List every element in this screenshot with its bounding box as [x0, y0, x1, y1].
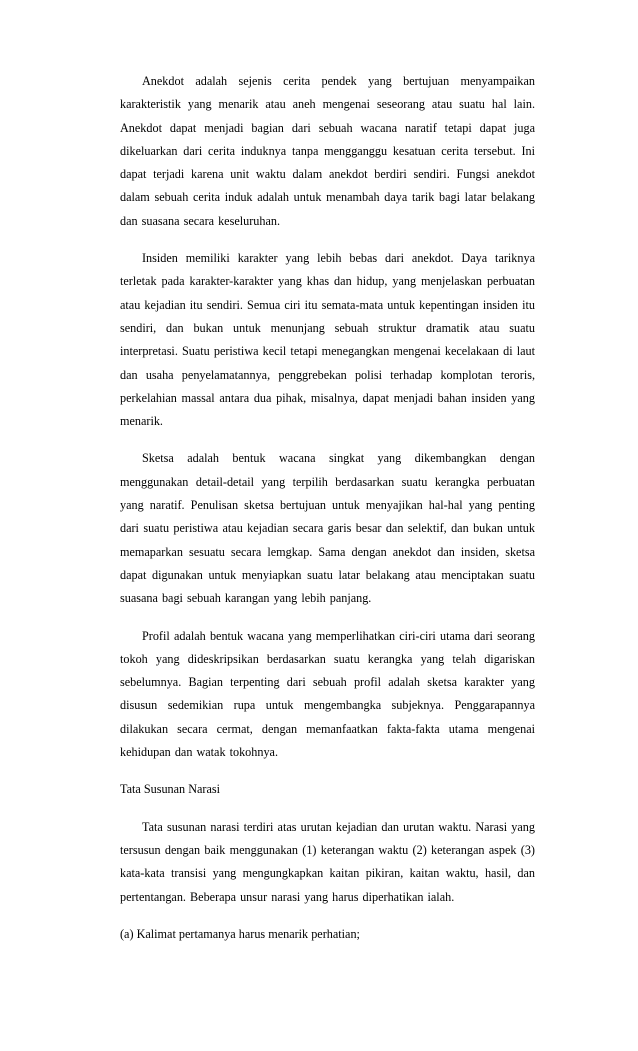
paragraph-anekdot: Anekdot adalah sejenis cerita pendek yang bertujuan menyampaikan karakteristik yang menarik atau aneh mengenai seseorang atau suatu hal lain. Anekdot dapat menjadi bagian dari sebuah wacana naratif tetapi dapat juga dikeluarkan dari cerita induknya tanpa mengganggu kesatuan cerita tersebut. Ini dapat terjadi karena unit waktu dalam anekdot berdiri sendiri. Fungsi anekdot dalam sebuah cerita induk adalah untuk menambah daya tarik bagi latar belakang dan suasana secara keseluruhan. [120, 74, 535, 228]
paragraph-profil: Profil adalah bentuk wacana yang memperlihatkan ciri-ciri utama dari seorang tokoh yang dideskripsikan berdasarkan suatu kerangka yang telah digariskan sebelumnya. Bagian terpenting dari sebuah profil adalah sketsa karakter yang disusun sedemikian rupa untuk mengembangka subjeknya. Penggarapannya dilakukan secara cermat, dengan memanfaatkan fakta-fakta utama mengenai kehidupan dan watak tokohnya. [120, 628, 535, 760]
paragraph-insiden: Insiden memiliki karakter yang lebih bebas dari anekdot. Daya tariknya terletak pada karakter-karakter yang khas dan hidup, yang menjelaskan perbuatan atau kejadian itu sendiri. Semua ciri itu semata-mata untuk kepentingan insiden itu sendiri, dan bukan untuk menunjang sebuah struktur dramatik atau suatu interpretasi. Suatu peristiwa kecil tetapi menegangkan mengenai kecelakaan di laut dan usaha penyelamatannya, penggrebekan polisi terhadap komplotan teroris, perkelahian massal antara dua pihak, misalnya, dapat menjadi bahan insiden yang menarik. [120, 251, 535, 429]
document-body [120, 70, 535, 946]
paragraph-tata-susunan: Tata susunan narasi terdiri atas urutan kejadian dan urutan waktu. Narasi yang tersusun dengan baik menggunakan (1) keterangan waktu (2) keterangan aspek (3) kata-kata transisi yang mengungkapkan kaitan pikiran, kaitan waktu, hasil, dan pertentangan. Beberapa unsur narasi yang harus diperhatikan ialah. [120, 819, 535, 904]
list-item-a: (a) Kalimat pertamanya harus menarik perhatian; [120, 926, 360, 941]
paragraph-sketsa: Sketsa adalah bentuk wacana singkat yang dikembangkan dengan menggunakan detail-detail yang terpilih berdasarkan suatu kerangka perbuatan yang naratif. Penulisan sketsa bertujuan untuk menyajikan hal-hal yang penting dari suatu peristiwa atau kejadian secara garis besar dan selektif, dan bukan untuk memaparkan sesuatu secara lemgkap. Sama dengan anekdot dan insiden, sketsa dapat digunakan untuk menyiapkan suatu latar belakang atau menciptakan suatu suasana bagi sebuah karangan yang lebih panjang. [120, 451, 535, 606]
section-heading: Tata Susunan Narasi [120, 782, 221, 797]
